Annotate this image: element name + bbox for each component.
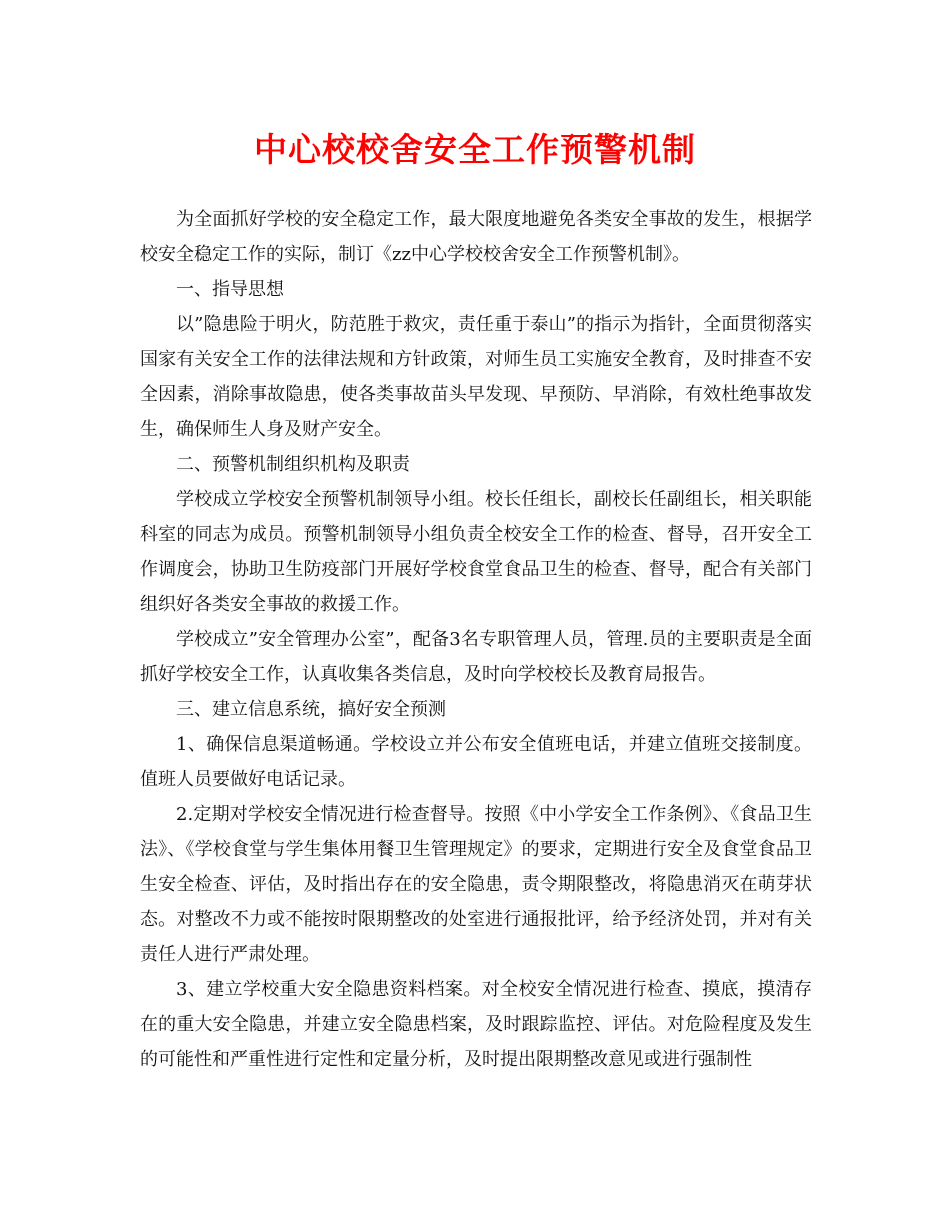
- info-channel-paragraph: 1、确保信息渠道畅通。学校设立并公布安全值班电话，并建立值班交接制度。值班人员要做好电话记录。: [140, 734, 812, 790]
- organization-paragraph: 学校成立学校安全预警机制领导小组。校长任组长，副校长任副组长，相关职能科室的同志为成员。预警机制领导小组负责全校安全工作的检查、督导，召开安全工作调度会，协助卫生防疫部门开展好学校食堂食品卫生的检查、督导，配合有关部门组织好各类安全事故的救援工作。: [140, 489, 812, 615]
- section-heading-organization: 二、预警机制组织机构及职责: [176, 454, 410, 475]
- guiding-ideology-paragraph: 以”隐患险于明火，防范胜于救灾，责任重于泰山”的指示为指针，全面贯彻落实国家有关安全工作的法律法规和方针政策，对师生员工实施安全教育，及时排查不安全因素，消除事故隐患，使各类事故苗头早发现、早预防、早消除，有效杜绝事故发生，确保师生人身及财产安全。: [140, 314, 812, 440]
- safety-office-paragraph: 学校成立”安全管理办公室”，配备3名专职管理人员，管理.员的主要职责是全面抓好学校安全工作，认真收集各类信息，及时向学校校长及教育局报告。: [140, 629, 812, 685]
- section-heading-guiding-ideology: 一、指导思想: [176, 279, 284, 300]
- document-body: [140, 202, 812, 1077]
- intro-paragraph: 为全面抓好学校的安全稳定工作，最大限度地避免各类安全事故的发生，根据学校安全稳定工作的实际，制订《zz中心学校校舍安全工作预警机制》。: [140, 209, 812, 265]
- inspection-paragraph: 2.定期对学校安全情况进行检查督导。按照《中小学安全工作条例》、《食品卫生法》、《学校食堂与学生集体用餐卫生管理规定》的要求，定期进行安全及食堂食品卫生安全检查、评估，及时指出存在的安全隐患，责令期限整改，将隐患消灭在萌芽状态。对整改不力或不能按时限期整改的处室进行通报批评，给予经济处罚，并对有关责任人进行严肃处理。: [140, 804, 812, 965]
- document-title: 中心校校舍安全工作预警机制: [254, 130, 696, 169]
- section-heading-information-system: 三、建立信息系统，搞好安全预测: [176, 699, 446, 720]
- hazard-archive-paragraph: 3、建立学校重大安全隐患资料档案。对全校安全情况进行检查、摸底，摸清存在的重大安全隐患，并建立安全隐患档案，及时跟踪监控、评估。对危险程度及发生的可能性和严重性进行定性和定量分析，及时提出限期整改意见或进行强制性: [140, 979, 812, 1070]
